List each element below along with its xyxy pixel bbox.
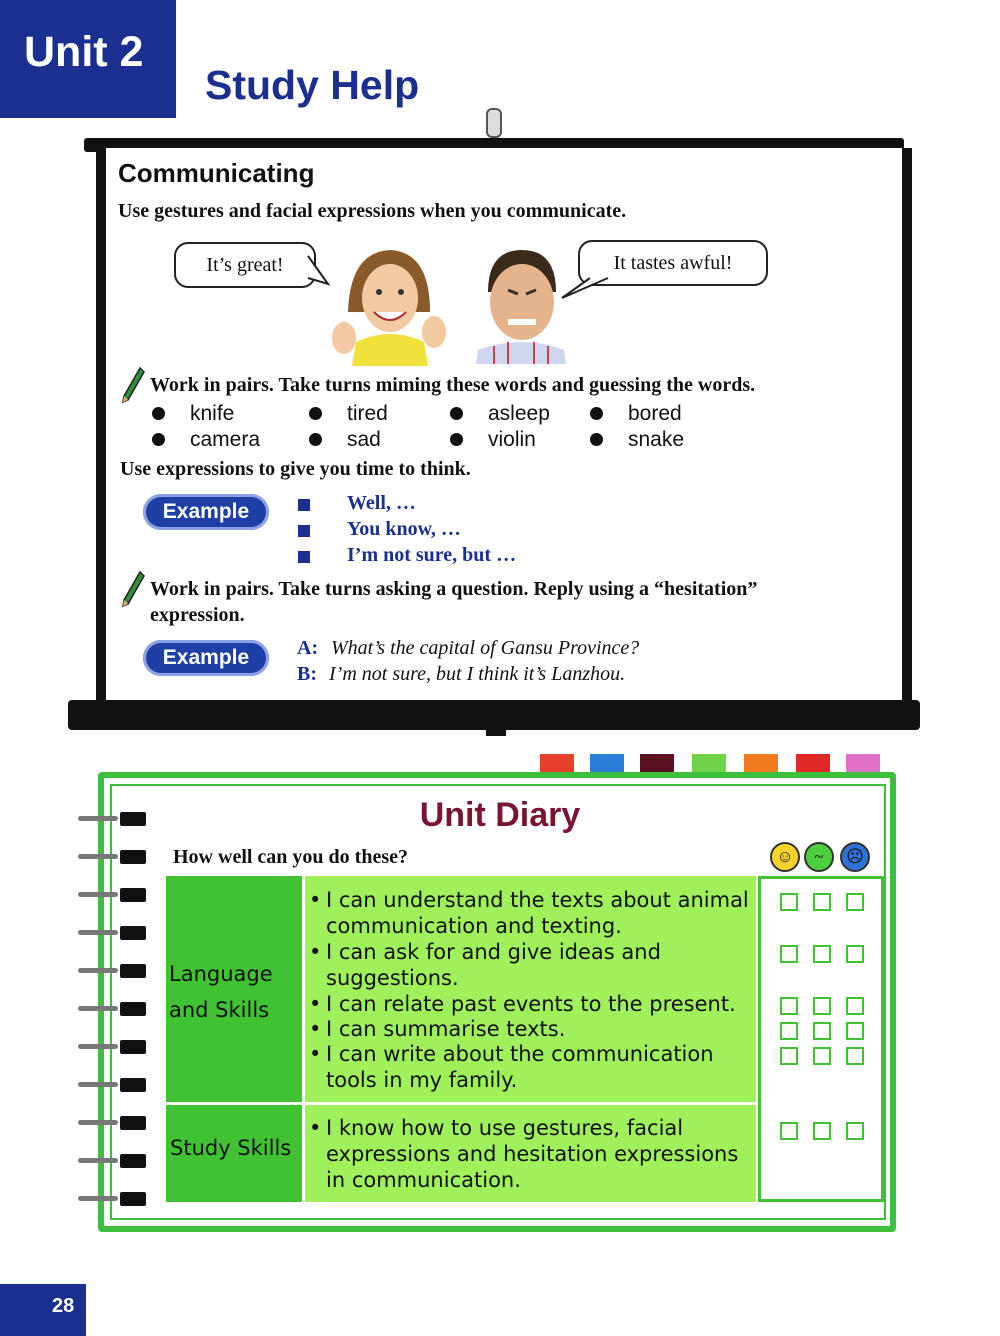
diary-question: How well can you do these?: [173, 846, 408, 868]
worried-face-icon: ~: [804, 842, 834, 872]
rating-checkbox[interactable]: [780, 945, 798, 963]
rating-checkbox[interactable]: [846, 1047, 864, 1065]
bullet-icon: [309, 433, 322, 446]
rating-checkbox[interactable]: [780, 997, 798, 1015]
task-2-text: Work in pairs. Take turns asking a question. Reply using a “hesitation”: [150, 578, 758, 600]
rating-checkbox[interactable]: [846, 945, 864, 963]
word-bored: bored: [628, 402, 682, 425]
word-asleep: asleep: [488, 402, 550, 425]
expression-item: You know, …: [347, 518, 461, 540]
speaker-a-line: What’s the capital of Gansu Province?: [331, 637, 640, 659]
rating-checkbox[interactable]: [813, 1022, 831, 1040]
square-bullet-icon: [298, 499, 310, 511]
speaker-b-label: B:: [297, 663, 317, 685]
bullet-icon: [309, 407, 322, 420]
bullet-icon: [152, 407, 165, 420]
speaker-a-label: A:: [297, 637, 319, 659]
rating-checkbox[interactable]: [846, 1122, 864, 1140]
word-sad: sad: [347, 428, 381, 451]
example-badge: Example: [143, 640, 269, 676]
skill-item-cont: communication and texting.: [326, 914, 622, 938]
spiral-ring: [78, 1078, 148, 1092]
bullet-icon: •: [309, 992, 322, 1016]
bubble-text: It’s great!: [206, 254, 284, 276]
square-bullet-icon: [298, 551, 310, 563]
rating-checkbox[interactable]: [813, 945, 831, 963]
spiral-ring: [78, 964, 148, 978]
bubble-tail-left: [306, 254, 332, 288]
example-badge: Example: [143, 494, 269, 530]
skill-item: I know how to use gestures, facial: [326, 1116, 684, 1140]
spiral-ring: [78, 1192, 148, 1206]
word-violin: violin: [488, 428, 536, 451]
rating-checkbox[interactable]: [780, 893, 798, 911]
rating-checkbox[interactable]: [813, 1122, 831, 1140]
category-label: and Skills: [169, 998, 270, 1022]
word-tired: tired: [347, 402, 388, 425]
skill-item: I can summarise texts.: [326, 1017, 566, 1041]
spiral-ring: [78, 1002, 148, 1016]
sad-face-icon: ☹: [840, 842, 870, 872]
speaker-b-line: I’m not sure, but I think it’s Lanzhou.: [329, 663, 626, 685]
word-camera: camera: [190, 428, 261, 451]
bullet-icon: [450, 433, 463, 446]
speech-bubble-left: [174, 242, 316, 288]
task-1-text: Work in pairs. Take turns miming these words and guessing the words.: [150, 374, 756, 396]
rating-checkbox[interactable]: [813, 997, 831, 1015]
skill-item: I can write about the communication: [326, 1042, 714, 1066]
pencil-icon: [120, 366, 146, 404]
word-knife: knife: [190, 402, 235, 425]
screen-handle: [486, 726, 506, 736]
task-2-text-cont: expression.: [150, 604, 245, 626]
pencil-icon: [120, 570, 146, 608]
boy-disgusted-photo: [474, 246, 568, 364]
section-heading: Communicating: [118, 158, 315, 188]
square-bullet-icon: [298, 525, 310, 537]
unit-label: Unit 2: [24, 28, 144, 76]
category-label: Study Skills: [170, 1136, 292, 1160]
skill-item: I can understand the texts about animal: [326, 888, 749, 912]
page-title: Study Help: [205, 62, 420, 108]
bullet-icon: •: [309, 1017, 322, 1041]
happy-face-icon: ☺: [770, 842, 800, 872]
row-divider: [166, 1102, 756, 1105]
skill-item-cont: expressions and hesitation expressions: [326, 1142, 739, 1166]
bullet-icon: [152, 433, 165, 446]
page-number: 28: [52, 1295, 75, 1317]
skill-item-cont: tools in my family.: [326, 1068, 518, 1092]
bubble-text: It tastes awful!: [613, 252, 733, 274]
bullet-icon: [590, 407, 603, 420]
rating-checkbox[interactable]: [846, 1022, 864, 1040]
column-divider: [302, 876, 305, 1202]
rating-checkbox[interactable]: [813, 893, 831, 911]
diary-title: Unit Diary: [419, 796, 581, 834]
spiral-ring: [78, 1116, 148, 1130]
bullet-icon: •: [309, 888, 322, 912]
expression-item: Well, …: [347, 492, 416, 514]
rating-checkbox[interactable]: [813, 1047, 831, 1065]
girl-thumbs-up-photo: [330, 242, 448, 366]
spiral-ring: [78, 1154, 148, 1168]
spiral-ring: [78, 850, 148, 864]
bullet-icon: [590, 433, 603, 446]
bullet-icon: •: [309, 1116, 322, 1140]
bullet-icon: •: [309, 940, 322, 964]
word-snake: snake: [628, 428, 685, 451]
intro-text: Use gestures and facial expressions when you communicate.: [118, 200, 627, 222]
bullet-icon: •: [309, 1042, 322, 1066]
skill-item-cont: suggestions.: [326, 966, 459, 990]
skill-item: I can relate past events to the present.: [326, 992, 736, 1016]
rating-checkbox[interactable]: [780, 1122, 798, 1140]
bullet-icon: [450, 407, 463, 420]
skill-item: I can ask for and give ideas and: [326, 940, 661, 964]
category-label: Language: [169, 962, 273, 986]
expression-item: I’m not sure, but …: [347, 544, 517, 566]
rating-checkbox[interactable]: [780, 1022, 798, 1040]
rating-checkbox[interactable]: [780, 1047, 798, 1065]
screen-hook: [486, 108, 502, 138]
rating-checkbox[interactable]: [846, 893, 864, 911]
spiral-ring: [78, 926, 148, 940]
think-intro-text: Use expressions to give you time to think.: [120, 458, 471, 480]
spiral-ring: [78, 1040, 148, 1054]
spiral-ring: [78, 888, 148, 902]
skill-item-cont: in communication.: [326, 1168, 521, 1192]
rating-checkbox[interactable]: [846, 997, 864, 1015]
